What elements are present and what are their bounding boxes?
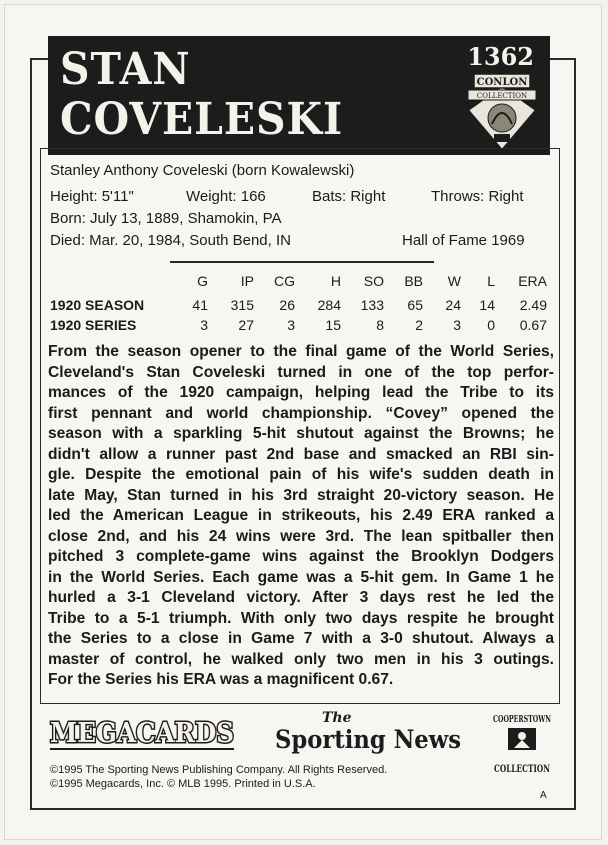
hall-of-fame: Hall of Fame 1969 xyxy=(402,232,525,249)
weight: Weight: 166 xyxy=(186,188,266,205)
story-line: gle. Despite the emotional pain of his wife's sudden death in xyxy=(48,466,554,483)
stat-cell: 3 xyxy=(287,317,295,333)
stat-header-ip: IP xyxy=(240,273,254,289)
height: Height: 5'11" xyxy=(50,188,134,205)
conlon-collection-badge-icon xyxy=(464,72,540,152)
stat-cell: 27 xyxy=(238,317,254,333)
sporting-news-logo-icon xyxy=(274,706,462,756)
version-mark: A xyxy=(540,790,547,801)
stat-cell: 26 xyxy=(279,297,295,313)
stat-cell: 315 xyxy=(230,297,254,313)
died: Died: Mar. 20, 1984, South Bend, IN xyxy=(50,232,291,249)
story-line: close 2nd, and his 24 wins were 3rd. The lean spitballer then xyxy=(48,527,554,545)
svg-text:The: The xyxy=(322,710,352,726)
name-header xyxy=(48,36,550,155)
story-line: season with a sparkling 5-hit shutout against the Browns; he xyxy=(48,425,554,442)
story-line: hurled a 3-1 Cleveland victory. After 3 days rest he led the xyxy=(48,589,554,606)
stat-cell: 2.49 xyxy=(519,297,547,313)
story-line: didn't allow a runner past 2nd base and smacked an RBI sin- xyxy=(48,445,554,463)
stat-cell: 41 xyxy=(192,297,208,313)
stat-cell: 0.67 xyxy=(519,317,547,333)
story-line: From the season opener to the final game of the World Series, xyxy=(48,343,554,360)
copyright-sporting-news: ©1995 The Sporting News Publishing Company. All Rights Reserved. xyxy=(50,764,388,776)
player-first-name: STAN xyxy=(60,44,191,95)
svg-text:COLLECTION: COLLECTION xyxy=(494,764,550,775)
svg-text:COOPERSTOWN: COOPERSTOWN xyxy=(493,715,551,725)
stat-cell: 15 xyxy=(325,317,341,333)
stat-header-era: ERA xyxy=(518,273,547,289)
stat-header-cg: CG xyxy=(274,273,295,289)
stats-divider xyxy=(170,261,434,263)
stat-header-l: L xyxy=(487,273,495,289)
story-line: For the Series his ERA was a magnificent 0.67. xyxy=(48,671,394,688)
story-line: Cleveland's Stan Coveleski turned in one of the top perfor- xyxy=(48,363,554,381)
svg-text:COLLECTION: COLLECTION xyxy=(476,92,528,100)
story-line: Tribe to a 5-1 triumph. With only two days respite he brought xyxy=(48,609,554,627)
stat-cell: 133 xyxy=(360,297,384,313)
stat-header-w: W xyxy=(447,273,461,289)
story-line: first pennant and world championship. “Covey” opened the xyxy=(48,404,554,422)
svg-text:CONLON: CONLON xyxy=(476,77,528,88)
stat-cell: 65 xyxy=(407,297,423,313)
svg-text:Sporting News: Sporting News xyxy=(275,725,461,754)
story-line: the Series to a close in Game 7 with a 3-0 shutout. Always a xyxy=(48,630,554,647)
stat-header-g: G xyxy=(197,273,208,289)
stat-header-so: SO xyxy=(363,273,384,289)
story-line: late May, Stan turned in his 3rd straight 20-victory season. He xyxy=(48,486,554,504)
stat-cell: 2 xyxy=(415,317,423,333)
card-number: 1362 xyxy=(467,42,534,71)
story-line: in the World Series. Each game was a 5-hit gem. In Game 1 he xyxy=(48,568,554,586)
story-line: mances of the 1920 campaign, helping lead the Tribe to its xyxy=(48,384,554,401)
stat-header-h: H xyxy=(330,273,341,289)
story-line: led the American League in strikeouts, his 2.49 ERA ranked a xyxy=(48,507,554,524)
stat-cell: 3 xyxy=(200,317,208,333)
stat-cell: 8 xyxy=(376,317,384,333)
stat-cell: 3 xyxy=(453,317,461,333)
stat-row-label: 1920 SEASON xyxy=(50,297,145,313)
career-story xyxy=(48,342,554,691)
born: Born: July 13, 1889, Shamokin, PA xyxy=(50,210,282,227)
stat-row-label: 1920 SERIES xyxy=(50,317,137,333)
stat-header-bb: BB xyxy=(404,273,423,289)
cooperstown-collection-logo-icon xyxy=(492,706,552,786)
stat-cell: 284 xyxy=(317,297,341,313)
bats: Bats: Right xyxy=(312,188,386,205)
full-name: Stanley Anthony Coveleski (born Kowalewski) xyxy=(50,162,355,179)
stat-cell: 0 xyxy=(487,317,495,333)
megacards-logo-icon xyxy=(48,712,236,752)
story-line: master of control, he walked only two men in his 3 outings. xyxy=(48,650,554,668)
svg-text:MEGACARDS: MEGACARDS xyxy=(50,718,234,749)
stat-cell: 24 xyxy=(445,297,461,313)
stat-cell: 14 xyxy=(479,297,495,313)
story-line: pitched 3 complete-game wins against the Brooklyn Dodgers xyxy=(48,548,554,565)
throws: Throws: Right xyxy=(431,188,524,205)
copyright-megacards: ©1995 Megacards, Inc. © MLB 1995. Printed in U.S.A. xyxy=(50,778,316,790)
player-last-name: COVELESKI xyxy=(60,94,344,145)
